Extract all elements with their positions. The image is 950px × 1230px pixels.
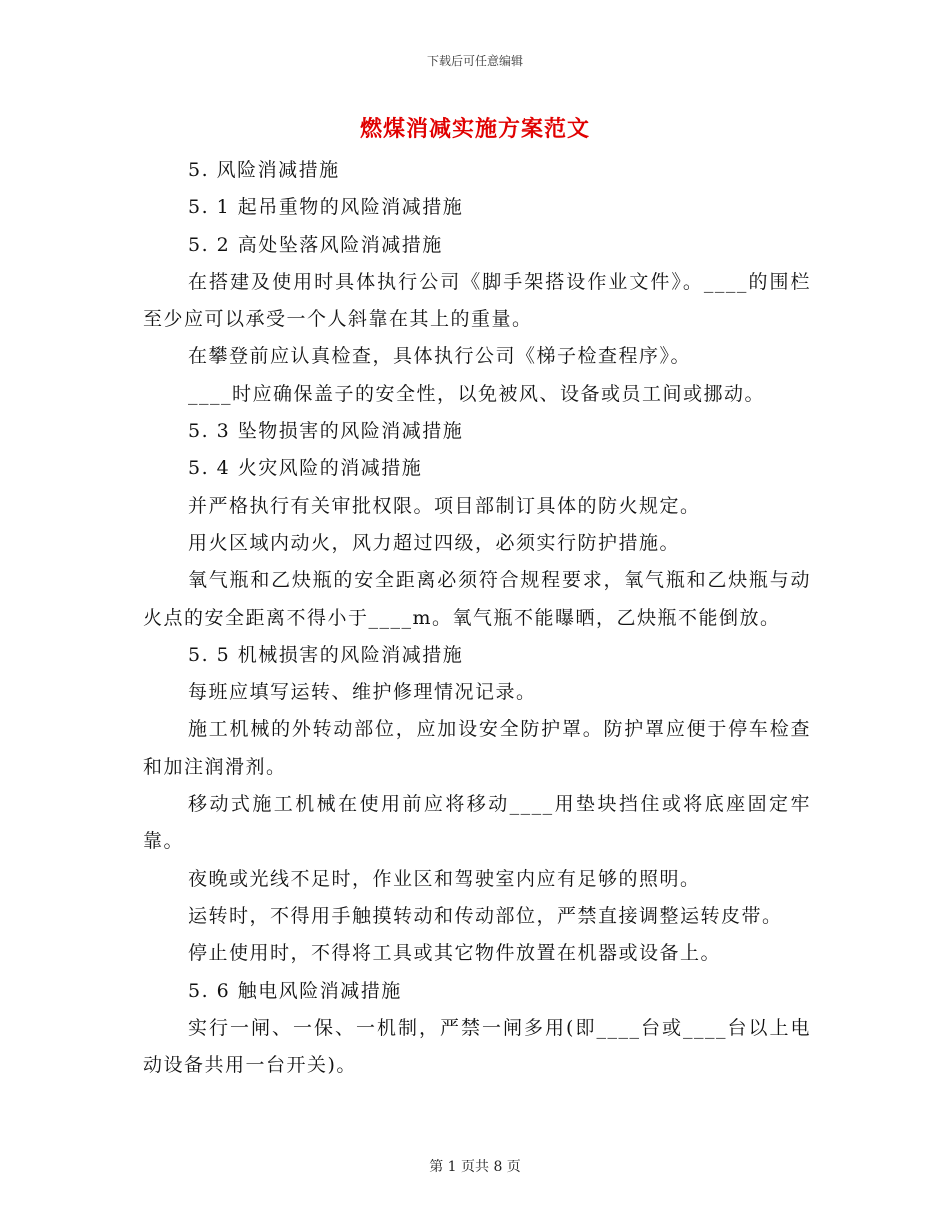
paragraph: 氧气瓶和乙炔瓶的安全距离必须符合规程要求，氧气瓶和乙炔瓶与动火点的安全距离不得小于____m。氧气瓶不能曝晒，乙炔瓶不能倒放。 xyxy=(143,569,811,629)
paragraph: 在搭建及使用时具体执行公司《脚手架搭设作业文件》。____的围栏至少应可以承受一个人斜靠在其上的重量。 xyxy=(143,270,811,331)
paragraph: 5. 5 机械损害的风险消减措施 xyxy=(188,643,464,666)
paragraph: ____时应确保盖子的安全性，以免被风、设备或员工间或挪动。 xyxy=(188,382,766,405)
paragraph: 5. 4 火灾风险的消减措施 xyxy=(188,457,423,480)
paragraph: 5. 6 触电风险消减措施 xyxy=(188,979,402,1002)
paragraph: 5. 风险消减措施 xyxy=(188,159,340,181)
paragraph: 5. 1 起吊重物的风险消减措施 xyxy=(188,196,464,219)
paragraph: 每班应填写运转、维护修理情况记录。 xyxy=(188,681,537,704)
document-title: 燃煤消减实施方案范文 xyxy=(359,116,590,142)
paragraph: 停止使用时，不得将工具或其它物件放置在机器或设备上。 xyxy=(188,942,722,965)
paragraph: 在攀登前应认真检查，具体执行公司《梯子检查程序》。 xyxy=(188,345,692,368)
paragraph: 夜晚或光线不足时，作业区和驾驶室内应有足够的照明。 xyxy=(188,867,701,890)
paragraph: 实行一闸、一保、一机制，严禁一闸多用(即____台或____台以上电动设备共用一台开关)。 xyxy=(143,1016,811,1077)
paragraph: 并严格执行有关审批权限。项目部制订具体的防火规定。 xyxy=(188,494,701,517)
paragraph: 5. 3 坠物损害的风险消减措施 xyxy=(188,420,464,443)
paragraph: 移动式施工机械在使用前应将移动____用垫块挡住或将底座固定牢靠。 xyxy=(143,793,811,853)
paragraph: 运转时，不得用手触摸转动和传动部位，严禁直接调整运转皮带。 xyxy=(188,904,783,927)
paragraph: 用火区域内动火，风力超过四级，必须实行防护措施。 xyxy=(188,531,681,554)
document-body xyxy=(143,152,811,1084)
paragraph: 5. 2 高处坠落风险消减措施 xyxy=(188,233,443,256)
page-number-footer: 第 1 页共 8 页 xyxy=(429,1159,521,1175)
page-header-note: 下载后可任意编辑 xyxy=(426,54,523,68)
paragraph: 施工机械的外转动部位，应加设安全防护罩。防护罩应便于停车检查和加注润滑剂。 xyxy=(143,718,811,778)
